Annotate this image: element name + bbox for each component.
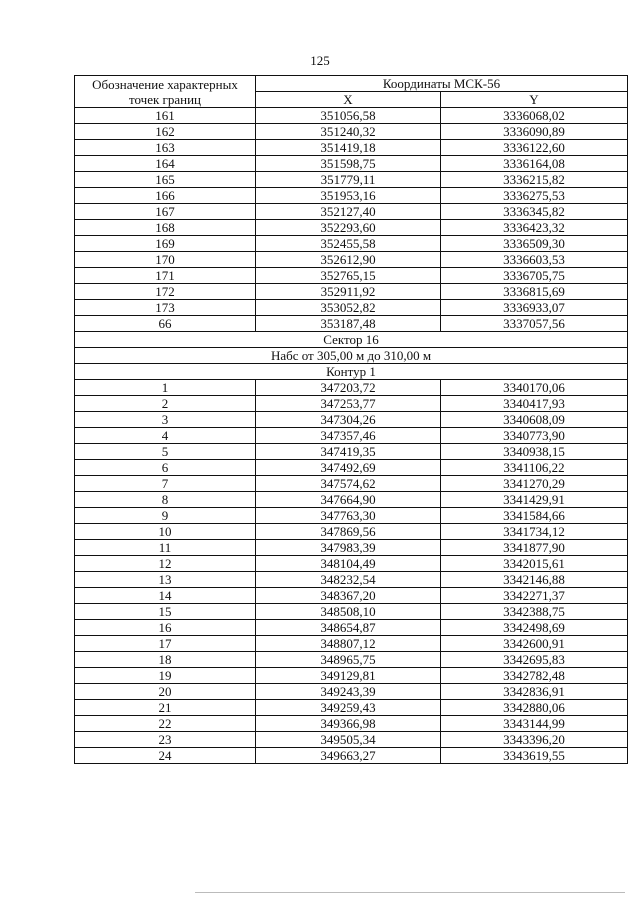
- y-cell: 3336090,89: [441, 124, 628, 140]
- y-cell: 3340170,06: [441, 380, 628, 396]
- y-cell: 3336933,07: [441, 300, 628, 316]
- table-row: [75, 476, 628, 492]
- x-cell: 352293,60: [256, 220, 441, 236]
- x-cell: 348508,10: [256, 604, 441, 620]
- y-cell: 3342880,06: [441, 700, 628, 716]
- point-cell: 66: [75, 316, 256, 332]
- point-cell: 13: [75, 572, 256, 588]
- x-cell: 347664,90: [256, 492, 441, 508]
- y-cell: 3336215,82: [441, 172, 628, 188]
- table-row: [75, 124, 628, 140]
- y-cell: 3342388,75: [441, 604, 628, 620]
- table-row: [75, 396, 628, 412]
- table-row: [75, 748, 628, 764]
- contour-label: Контур 1: [75, 364, 628, 380]
- table-row: [75, 300, 628, 316]
- table-row: [75, 108, 628, 124]
- point-cell: 9: [75, 508, 256, 524]
- table-row: [75, 620, 628, 636]
- x-cell: 349129,81: [256, 668, 441, 684]
- x-cell: 351419,18: [256, 140, 441, 156]
- y-cell: 3340773,90: [441, 428, 628, 444]
- x-cell: 347574,62: [256, 476, 441, 492]
- y-cell: 3343396,20: [441, 732, 628, 748]
- coords-group-header: Координаты МСК-56: [256, 76, 628, 92]
- point-cell: 16: [75, 620, 256, 636]
- point-cell: 14: [75, 588, 256, 604]
- y-cell: 3343619,55: [441, 748, 628, 764]
- x-cell: 347763,30: [256, 508, 441, 524]
- y-cell: 3342015,61: [441, 556, 628, 572]
- x-cell: 353187,48: [256, 316, 441, 332]
- table-row: [75, 316, 628, 332]
- scan-edge-line: [195, 892, 625, 893]
- x-cell: 352911,92: [256, 284, 441, 300]
- point-cell: 17: [75, 636, 256, 652]
- table-header: [75, 76, 628, 108]
- y-cell: 3341877,90: [441, 540, 628, 556]
- point-cell: 164: [75, 156, 256, 172]
- point-cell: 169: [75, 236, 256, 252]
- point-cell: 24: [75, 748, 256, 764]
- x-cell: 352612,90: [256, 252, 441, 268]
- table-row: [75, 380, 628, 396]
- table-row: [75, 204, 628, 220]
- table-row: [75, 156, 628, 172]
- table-row: [75, 572, 628, 588]
- table-row: [75, 524, 628, 540]
- table-row: [75, 604, 628, 620]
- coordinates-table: [74, 75, 628, 764]
- table-row: [75, 636, 628, 652]
- section-labels: [75, 332, 628, 380]
- table-row: [75, 556, 628, 572]
- point-cell: 8: [75, 492, 256, 508]
- y-cell: 3342600,91: [441, 636, 628, 652]
- x-cell: 347357,46: [256, 428, 441, 444]
- x-cell: 348654,87: [256, 620, 441, 636]
- y-cell: 3336705,75: [441, 268, 628, 284]
- x-cell: 348965,75: [256, 652, 441, 668]
- x-cell: 352127,40: [256, 204, 441, 220]
- point-cell: 11: [75, 540, 256, 556]
- y-cell: 3336423,32: [441, 220, 628, 236]
- table-row: [75, 140, 628, 156]
- table-row: [75, 588, 628, 604]
- point-cell: 23: [75, 732, 256, 748]
- point-cell: 10: [75, 524, 256, 540]
- x-cell: 351953,16: [256, 188, 441, 204]
- point-cell: 170: [75, 252, 256, 268]
- page-number: 125: [310, 53, 330, 68]
- rows-top: [75, 108, 628, 332]
- table-row: [75, 716, 628, 732]
- y-cell: 3342695,83: [441, 652, 628, 668]
- x-cell: 351598,75: [256, 156, 441, 172]
- x-cell: 347492,69: [256, 460, 441, 476]
- table-row: [75, 540, 628, 556]
- table-row: [75, 444, 628, 460]
- y-cell: 3341106,22: [441, 460, 628, 476]
- point-label-line1: Обозначение характерных: [92, 77, 238, 92]
- y-cell: 3336603,53: [441, 252, 628, 268]
- x-cell: 349663,27: [256, 748, 441, 764]
- point-cell: 172: [75, 284, 256, 300]
- y-cell: 3342782,48: [441, 668, 628, 684]
- x-cell: 351056,58: [256, 108, 441, 124]
- table-row: [75, 492, 628, 508]
- point-cell: 12: [75, 556, 256, 572]
- point-label-header: [75, 76, 256, 108]
- table-row: [75, 188, 628, 204]
- height-label: Набс от 305,00 м до 310,00 м: [75, 348, 628, 364]
- point-cell: 162: [75, 124, 256, 140]
- point-cell: 2: [75, 396, 256, 412]
- x-cell: 352455,58: [256, 236, 441, 252]
- x-cell: 349366,98: [256, 716, 441, 732]
- y-cell: 3336068,02: [441, 108, 628, 124]
- table-row: [75, 268, 628, 284]
- point-cell: 6: [75, 460, 256, 476]
- y-cell: 3340608,09: [441, 412, 628, 428]
- table-row: [75, 412, 628, 428]
- y-cell: 3336275,53: [441, 188, 628, 204]
- point-cell: 19: [75, 668, 256, 684]
- x-cell: 348807,12: [256, 636, 441, 652]
- point-cell: 166: [75, 188, 256, 204]
- table-row: [75, 460, 628, 476]
- y-cell: 3340417,93: [441, 396, 628, 412]
- point-cell: 161: [75, 108, 256, 124]
- point-cell: 20: [75, 684, 256, 700]
- point-cell: 5: [75, 444, 256, 460]
- x-cell: 347983,39: [256, 540, 441, 556]
- table-row: [75, 284, 628, 300]
- point-cell: 163: [75, 140, 256, 156]
- point-cell: 168: [75, 220, 256, 236]
- point-cell: 3: [75, 412, 256, 428]
- x-cell: 352765,15: [256, 268, 441, 284]
- y-cell: 3341734,12: [441, 524, 628, 540]
- point-cell: 7: [75, 476, 256, 492]
- y-cell: 3342146,88: [441, 572, 628, 588]
- y-cell: 3342836,91: [441, 684, 628, 700]
- y-cell: 3343144,99: [441, 716, 628, 732]
- point-cell: 18: [75, 652, 256, 668]
- y-cell: 3342498,69: [441, 620, 628, 636]
- point-cell: 15: [75, 604, 256, 620]
- x-cell: 348232,54: [256, 572, 441, 588]
- x-cell: 351779,11: [256, 172, 441, 188]
- table-row: [75, 700, 628, 716]
- x-cell: 353052,82: [256, 300, 441, 316]
- y-cell: 3341429,91: [441, 492, 628, 508]
- point-cell: 21: [75, 700, 256, 716]
- y-cell: 3341584,66: [441, 508, 628, 524]
- table-row: [75, 220, 628, 236]
- x-cell: 348104,49: [256, 556, 441, 572]
- point-cell: 4: [75, 428, 256, 444]
- x-cell: 347419,35: [256, 444, 441, 460]
- x-cell: 347253,77: [256, 396, 441, 412]
- x-cell: 351240,32: [256, 124, 441, 140]
- y-cell: 3336164,08: [441, 156, 628, 172]
- y-cell: 3336509,30: [441, 236, 628, 252]
- table-row: [75, 684, 628, 700]
- y-cell: 3341270,29: [441, 476, 628, 492]
- col-y-header: Y: [441, 92, 628, 108]
- y-cell: 3342271,37: [441, 588, 628, 604]
- point-cell: 167: [75, 204, 256, 220]
- rows-bottom: [75, 380, 628, 764]
- table-row: [75, 252, 628, 268]
- point-cell: 1: [75, 380, 256, 396]
- col-x-header: X: [256, 92, 441, 108]
- table-row: [75, 508, 628, 524]
- point-cell: 165: [75, 172, 256, 188]
- x-cell: 349259,43: [256, 700, 441, 716]
- y-cell: 3336122,60: [441, 140, 628, 156]
- sector-label: Сектор 16: [75, 332, 628, 348]
- x-cell: 347203,72: [256, 380, 441, 396]
- table-row: [75, 652, 628, 668]
- x-cell: 347304,26: [256, 412, 441, 428]
- x-cell: 347869,56: [256, 524, 441, 540]
- point-label-line2: точек границ: [128, 92, 202, 107]
- table-row: [75, 668, 628, 684]
- y-cell: 3337057,56: [441, 316, 628, 332]
- x-cell: 349243,39: [256, 684, 441, 700]
- table-row: [75, 732, 628, 748]
- point-cell: 22: [75, 716, 256, 732]
- y-cell: 3336345,82: [441, 204, 628, 220]
- table-row: [75, 236, 628, 252]
- point-cell: 171: [75, 268, 256, 284]
- table-row: [75, 428, 628, 444]
- point-cell: 173: [75, 300, 256, 316]
- x-cell: 349505,34: [256, 732, 441, 748]
- y-cell: 3340938,15: [441, 444, 628, 460]
- table-row: [75, 172, 628, 188]
- x-cell: 348367,20: [256, 588, 441, 604]
- y-cell: 3336815,69: [441, 284, 628, 300]
